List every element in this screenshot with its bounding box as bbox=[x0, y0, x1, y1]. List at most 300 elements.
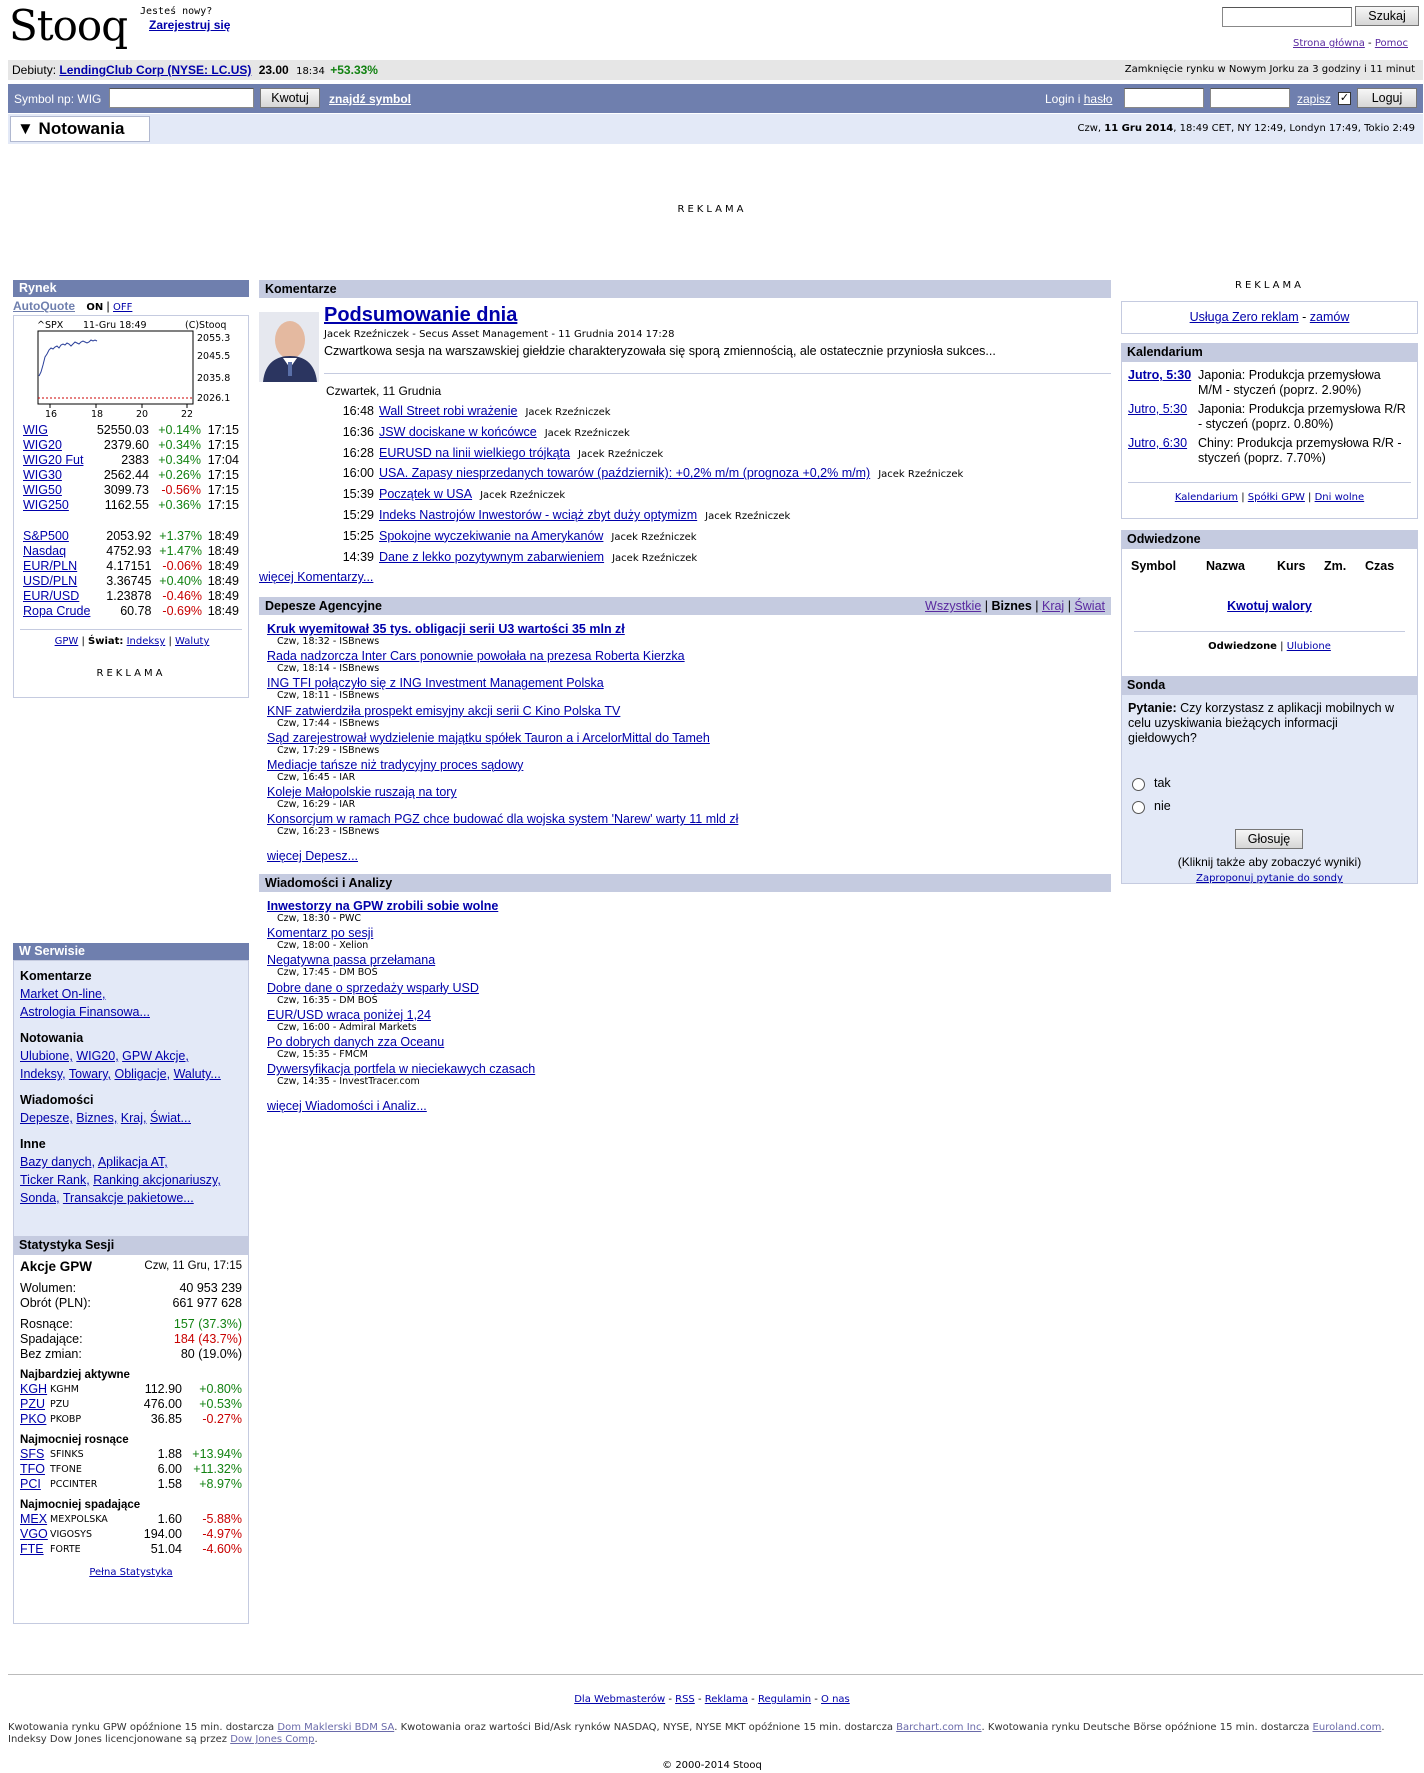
stat-value: 1.58 bbox=[157, 1477, 182, 1491]
news-link[interactable]: Negatywna passa przełamana bbox=[267, 953, 436, 968]
stat-group-title: Najmocniej rosnące bbox=[20, 1434, 129, 1446]
quote-symbol-link[interactable]: WIG250 bbox=[23, 498, 69, 512]
calendar-time-link[interactable]: Jutro, 5:30 bbox=[1128, 368, 1192, 382]
comment-link[interactable]: Spokojne wyczekiwanie na Amerykanów bbox=[379, 528, 604, 543]
news-meta: Czw, 18:14 - ISBnews bbox=[277, 663, 380, 675]
news-meta: Czw, 17:29 - ISBnews bbox=[277, 744, 380, 756]
service-link[interactable]: GPW Akcje, bbox=[122, 1049, 189, 1063]
calendar-time-link[interactable]: Jutro, 5:30 bbox=[1128, 402, 1188, 416]
stat-group-table bbox=[20, 1447, 242, 1492]
login-button[interactable]: Loguj bbox=[1357, 88, 1417, 108]
news-link[interactable]: ING TFI połączyło się z ING Investment Management Polska bbox=[267, 676, 604, 691]
find-symbol-link[interactable]: znajdź symbol bbox=[329, 92, 412, 106]
service-section-head: Inne bbox=[20, 1137, 46, 1151]
comment-time: 16:48 bbox=[342, 404, 374, 418]
stat-symbol-link[interactable]: PCI bbox=[20, 1477, 41, 1491]
comment-link[interactable]: Wall Street robi wrażenie bbox=[379, 404, 518, 418]
news-link[interactable]: EUR/USD wraca poniżej 1,24 bbox=[267, 1007, 431, 1022]
news-link[interactable]: Inwestorzy na GPW zrobili sobie wolne bbox=[267, 899, 499, 913]
wserwisie-body bbox=[13, 960, 249, 1239]
quote-row bbox=[23, 589, 239, 604]
ad-left: REKLAMA bbox=[96, 668, 166, 679]
news-meta: Czw, 14:35 - InvestTracer.com bbox=[277, 1076, 420, 1088]
stat-symbol-link[interactable]: TFO bbox=[20, 1462, 45, 1476]
stat-body bbox=[13, 1254, 249, 1624]
chart-y-tick: 2026.1 bbox=[197, 393, 231, 404]
notowania-bar bbox=[8, 114, 1423, 144]
login-label: Login i bbox=[1045, 92, 1081, 106]
service-link[interactable]: Kraj, bbox=[120, 1111, 147, 1125]
quote-symbol-link[interactable]: WIG50 bbox=[23, 483, 62, 497]
news-meta: Czw, 16:00 - Admiral Markets bbox=[277, 1021, 417, 1033]
service-link[interactable]: Świat... bbox=[149, 1111, 191, 1125]
comment-time: 15:25 bbox=[342, 528, 374, 543]
quote-time: 18:49 bbox=[207, 589, 239, 603]
news-meta: Czw, 16:29 - IAR bbox=[277, 799, 356, 811]
news-item bbox=[267, 981, 535, 1008]
more-wiadomosci-link[interactable]: więcej Wiadomości i Analiz... bbox=[267, 1099, 427, 1113]
market-close-info: Zamknięcie rynku w Nowym Jorku za 3 godziny i 11 minut bbox=[1124, 64, 1415, 75]
quote-time: 17:15 bbox=[207, 438, 239, 452]
zero-ads-box: Usługa Zero reklam - zamów bbox=[1121, 301, 1418, 334]
stat-symbol-link[interactable]: MEX bbox=[20, 1512, 48, 1526]
news-link[interactable]: KNF zatwierdziła prospekt emisyjny akcji serii C Kino Polska TV bbox=[267, 703, 621, 718]
news-item bbox=[267, 649, 738, 676]
quote-value: 4752.93 bbox=[106, 544, 152, 558]
quote-time: 18:49 bbox=[207, 559, 239, 573]
odwiedzone-title: Odwiedzone bbox=[1121, 530, 1418, 548]
stat-panel bbox=[13, 1236, 249, 1624]
notowania-menu[interactable]: ▼ Notowania bbox=[10, 116, 150, 142]
news-link[interactable]: Sąd zarejestrował wydzielenie majątku spółek Tauron a i ArcelorMittal do Tameh bbox=[267, 730, 710, 745]
quote-symbol-link[interactable]: WIG30 bbox=[23, 468, 62, 482]
indices-link[interactable]: Indeksy bbox=[126, 636, 166, 647]
radio-tak[interactable] bbox=[1132, 778, 1145, 791]
quote-value: 2053.92 bbox=[106, 529, 152, 543]
news-link[interactable]: Mediacje tańsze niż tradycyjny proces sądowy bbox=[267, 757, 524, 772]
sonda-panel bbox=[1121, 676, 1418, 884]
service-link[interactable]: Market On-line, bbox=[20, 987, 106, 1001]
quote-change: +0.40% bbox=[159, 574, 203, 588]
bdm-link[interactable]: Dom Maklerski BDM SA bbox=[277, 1722, 395, 1733]
quote-value: 60.78 bbox=[120, 604, 152, 618]
service-line bbox=[20, 1047, 242, 1065]
service-line bbox=[20, 1153, 242, 1171]
login-input[interactable] bbox=[1124, 88, 1204, 108]
tab-kraj[interactable]: Kraj bbox=[1041, 599, 1065, 613]
footer-disclaimer: Kwotowania rynku GPW opóźnione 15 min. dostarcza Dom Maklerski BDM SA. Kwotowania oraz wartości Bid/Ask rynków NASDAQ, NYSE, NYSE MKT opóźnione 15 min. dostarcza Barchart.com Inc. Kwotowania rynku Deutsche Börse opóźnione 15 min. dostarcza Euroland.com. Indeksy Dow Jones licencjonowane są przez Dow Jones Comp. bbox=[8, 1722, 1385, 1745]
chart-x-tick: 20 bbox=[136, 409, 149, 418]
ticker-change: +53.33% bbox=[330, 63, 378, 77]
copyright: © 2000-2014 Stooq bbox=[662, 1760, 762, 1771]
stat-change: -5.88% bbox=[202, 1512, 242, 1526]
rynek-links: GPW | Świat: Indeksy | Waluty bbox=[54, 636, 210, 647]
comment-time: 16:36 bbox=[342, 424, 374, 439]
komentarze-title: Komentarze bbox=[259, 280, 1111, 298]
quote-change: +0.26% bbox=[158, 468, 201, 482]
password-link[interactable]: hasło bbox=[1083, 92, 1113, 106]
stat-group-title: Najbardziej aktywne bbox=[20, 1369, 130, 1381]
stat-symbol-link[interactable]: SFS bbox=[20, 1447, 45, 1461]
quote-button[interactable]: Kwotuj bbox=[260, 88, 320, 108]
quote-symbol-link[interactable]: Nasdaq bbox=[23, 544, 67, 558]
service-link[interactable]: Ulubione, bbox=[20, 1049, 73, 1063]
spolki-gpw-link[interactable]: Spółki GPW bbox=[1247, 492, 1305, 503]
quote-value: 2383 bbox=[121, 453, 149, 467]
comment-link[interactable]: JSW dociskane w końcówce bbox=[379, 424, 537, 439]
quote-change: +1.37% bbox=[159, 529, 203, 543]
label-nie: nie bbox=[1154, 799, 1171, 813]
news-link[interactable]: Po dobrych danych zza Oceanu bbox=[267, 1034, 445, 1049]
more-komentarze-link[interactable]: więcej Komentarzy... bbox=[259, 570, 374, 584]
stat-value: 1.88 bbox=[157, 1447, 182, 1461]
footer-link[interactable]: Reklama bbox=[704, 1694, 748, 1705]
comment-author: Jacek Rzeźniczek bbox=[544, 427, 630, 439]
kalendarium-links: Kalendarium | Spółki GPW | Dni wolne bbox=[1174, 492, 1365, 503]
quote-symbol-link[interactable]: WIG20 Fut bbox=[23, 453, 84, 467]
news-meta: Czw, 16:23 - ISBnews bbox=[277, 826, 380, 838]
tab-ulubione[interactable]: Ulubione bbox=[1286, 641, 1331, 652]
service-section bbox=[20, 1091, 242, 1127]
quote-value: 2562.44 bbox=[103, 468, 149, 482]
news-link[interactable]: Komentarz po sesji bbox=[267, 926, 374, 941]
service-link[interactable]: Waluty... bbox=[173, 1067, 221, 1081]
quote-change: +1.47% bbox=[159, 544, 203, 558]
ticker-label: Debiuty: bbox=[12, 63, 57, 77]
service-link[interactable]: WIG20, bbox=[76, 1049, 119, 1063]
service-section bbox=[20, 967, 242, 1021]
autoquote-on[interactable]: ON bbox=[86, 302, 104, 313]
chart-y-tick: 2035.8 bbox=[197, 373, 231, 384]
quote-row bbox=[23, 574, 239, 589]
date-time-info: Czw, 11 Gru 2014, 18:49 CET, NY 12:49, Londyn 17:49, Tokio 2:49 bbox=[1077, 123, 1415, 134]
euroland-link[interactable]: Euroland.com bbox=[1312, 1722, 1382, 1733]
service-link[interactable]: Aplikacja AT, bbox=[97, 1155, 168, 1169]
gpw-link[interactable]: GPW bbox=[54, 636, 79, 647]
news-item bbox=[267, 731, 738, 758]
more-depesze-link[interactable]: więcej Depesz... bbox=[267, 849, 359, 863]
indices-table bbox=[23, 423, 239, 513]
footer-links: Dla Webmasterów - RSS - Reklama - Regulamin - O nas bbox=[574, 1694, 850, 1705]
logo[interactable] bbox=[9, 2, 127, 50]
stat-name: VIGOSYS bbox=[50, 1529, 93, 1540]
news-item bbox=[267, 1008, 535, 1035]
service-link[interactable]: Sonda, bbox=[20, 1191, 60, 1205]
odwiedzone-tabs: Odwiedzone | Ulubione bbox=[1208, 641, 1331, 652]
comment-time: 14:39 bbox=[342, 549, 374, 564]
news-meta: Czw, 18:30 - PWC bbox=[277, 913, 362, 924]
service-link[interactable]: Biznes, bbox=[76, 1111, 118, 1125]
quote-change: -0.56% bbox=[161, 483, 201, 497]
service-link[interactable]: Towary, bbox=[68, 1067, 112, 1081]
stat-symbol-link[interactable]: KGH bbox=[20, 1382, 48, 1396]
chart-x-tick: 18 bbox=[91, 409, 104, 418]
comment-author: Jacek Rzeźniczek bbox=[480, 490, 566, 502]
comment-time: 16:28 bbox=[342, 445, 374, 460]
stat-change: -0.27% bbox=[202, 1412, 242, 1426]
dni-wolne-link[interactable]: Dni wolne bbox=[1314, 492, 1365, 503]
zero-ads-link[interactable]: Usługa Zero reklam bbox=[1189, 310, 1299, 324]
comment-link[interactable]: EURUSD na linii wielkiego trójkąta bbox=[379, 445, 571, 460]
quote-change: +0.14% bbox=[158, 423, 201, 437]
quote-row bbox=[23, 468, 239, 483]
world-label: Świat: bbox=[88, 636, 124, 647]
autoquote-link[interactable]: AutoQuote bbox=[13, 299, 75, 313]
quote-symbol-link[interactable]: S&P500 bbox=[23, 529, 69, 543]
quote-change: +0.34% bbox=[158, 453, 201, 467]
quote-time: 17:15 bbox=[207, 468, 239, 482]
calendar-item bbox=[1128, 368, 1411, 398]
chart-symbol: ^SPX bbox=[37, 320, 64, 331]
new-user-question: Jesteś nowy? bbox=[140, 6, 213, 17]
comment-link[interactable]: Dane z lekko pozytywnym zabarwieniem bbox=[379, 549, 605, 564]
help-link[interactable]: Pomoc bbox=[1374, 38, 1408, 49]
comment-author: Jacek Rzeźniczek bbox=[878, 469, 964, 481]
news-item bbox=[267, 1035, 535, 1062]
password-input[interactable] bbox=[1210, 88, 1290, 108]
headline-lead: Czwartkowa sesja na warszawskiej giełdzie charakteryzowała się sporą zmiennością, ale ostatecznie przyniosła sukces... bbox=[324, 344, 996, 358]
comment-author: Jacek Rzeźniczek bbox=[578, 448, 664, 460]
stat-change: +0.80% bbox=[199, 1382, 242, 1396]
propose-question-link[interactable]: Zaproponuj pytanie do sondy bbox=[1196, 873, 1343, 884]
service-line bbox=[20, 1171, 242, 1189]
quote-time: 18:49 bbox=[207, 604, 239, 618]
comment-time: 15:39 bbox=[342, 487, 374, 502]
calendar-event: Japonia: Produkcja przemysłowa R/R - styczeń (poprz. 0.80%) bbox=[1198, 402, 1406, 431]
news-meta: Czw, 17:45 - DM BOŚ bbox=[277, 967, 378, 979]
stat-row bbox=[20, 1382, 242, 1397]
quote-symbol-link[interactable]: USD/PLN bbox=[23, 574, 78, 588]
spx-chart[interactable] bbox=[17, 318, 245, 418]
full-stats-link[interactable]: Pełna Statystyka bbox=[89, 1567, 173, 1578]
news-link[interactable]: Konsorcjum w ramach PGZ chce budować dla wojska system 'Narew' warty 11 mld zł bbox=[267, 812, 739, 827]
service-section-head: Notowania bbox=[20, 1031, 84, 1045]
ticker-company-link[interactable]: LendingClub Corp (NYSE: LC.US) bbox=[59, 63, 252, 77]
quote-value: 1.23878 bbox=[106, 589, 152, 603]
chart-x-tick: 22 bbox=[181, 409, 194, 418]
quote-value: 2379.60 bbox=[103, 438, 149, 452]
quote-time: 18:49 bbox=[207, 574, 239, 588]
stat-summary: Wolumen: 40 953 239 Obrót (PLN): 661 977 628 Rosnące: 157 (37.3%) Spadające: 184 (43.7%) Bez zmian: 80 (19.0%) bbox=[20, 1281, 242, 1361]
col-nazwa: Nazwa bbox=[1206, 559, 1245, 573]
depesze-list bbox=[267, 622, 738, 840]
depesze-panel bbox=[259, 597, 1111, 863]
service-line bbox=[20, 985, 242, 1003]
news-link[interactable]: Kruk wyemitował 35 tys. obligacji serii U3 wartości 35 mln zł bbox=[267, 622, 625, 636]
footer-link[interactable]: O nas bbox=[821, 1694, 850, 1705]
ad-right: REKLAMA bbox=[1235, 280, 1304, 291]
wserwisie-title: W Serwisie bbox=[13, 943, 249, 960]
symbol-label: Symbol np: WIG bbox=[14, 92, 102, 106]
service-section-head: Wiadomości bbox=[20, 1093, 94, 1107]
stat-symbol-link[interactable]: PZU bbox=[20, 1397, 45, 1411]
tab-odwiedzone[interactable]: Odwiedzone bbox=[1208, 641, 1277, 652]
comment-link[interactable]: Indeks Nastrojów Inwestorów - wciąż zbyt duży optymizm bbox=[379, 507, 698, 522]
service-line bbox=[20, 1189, 242, 1207]
comment-link[interactable]: USA. Zapasy niesprzedanych towarów (październik): +0,2% m/m (prognoza +0,2% m/m) bbox=[379, 466, 871, 481]
stat-row bbox=[20, 1527, 242, 1542]
quote-time: 17:15 bbox=[207, 423, 239, 437]
quote-row bbox=[23, 423, 239, 438]
quote-symbol-link[interactable]: WIG bbox=[23, 423, 48, 437]
dowjones-link[interactable]: Dow Jones Comp bbox=[230, 1734, 315, 1745]
stat-group-title: Najmocniej spadające bbox=[20, 1499, 141, 1511]
vote-note: (Kliknij także aby zobaczyć wyniki) bbox=[1177, 855, 1362, 869]
autoquote-off[interactable]: OFF bbox=[113, 302, 133, 313]
news-item bbox=[267, 622, 738, 649]
service-link[interactable]: Astrologia Finansowa... bbox=[20, 1005, 150, 1019]
stat-value: 36.85 bbox=[150, 1412, 182, 1426]
quote-row bbox=[23, 453, 239, 468]
sonda-body bbox=[1121, 694, 1418, 884]
service-line bbox=[20, 1109, 242, 1127]
comment-author: Jacek Rzeźniczek bbox=[705, 510, 791, 522]
tab-biznes[interactable]: Biznes bbox=[991, 599, 1032, 613]
stat-name: KGHM bbox=[50, 1384, 79, 1395]
quote-symbol-link[interactable]: EUR/USD bbox=[23, 589, 80, 603]
news-link[interactable]: Koleje Małopolskie ruszają na tory bbox=[267, 785, 457, 800]
stat-value: 1.60 bbox=[157, 1512, 182, 1526]
quote-row bbox=[23, 438, 239, 453]
news-item bbox=[267, 676, 738, 703]
service-link[interactable]: Obligacje, bbox=[114, 1067, 171, 1081]
home-link[interactable]: Strona główna bbox=[1293, 38, 1365, 49]
news-meta: Czw, 16:45 - IAR bbox=[277, 771, 356, 783]
service-link[interactable]: Bazy danych, bbox=[20, 1155, 96, 1169]
quote-stocks-link[interactable]: Kwotuj walory bbox=[1227, 599, 1312, 613]
calendar-item bbox=[1128, 436, 1411, 466]
chart-copyright: (C)Stooq bbox=[185, 320, 227, 331]
stat-date: Czw, 11 Gru, 17:15 bbox=[144, 1260, 242, 1272]
quote-time: 18:49 bbox=[207, 529, 239, 543]
news-link[interactable]: Rada nadzorcza Inter Cars ponownie powołała na prezesa Roberta Kierzka bbox=[267, 649, 685, 664]
news-item bbox=[267, 704, 738, 731]
stat-row bbox=[20, 1512, 242, 1527]
ad-banner-top: REKLAMA bbox=[677, 204, 747, 215]
wiadomosci-title: Wiadomości i Analizy bbox=[259, 874, 1111, 892]
currencies-link[interactable]: Waluty bbox=[175, 636, 210, 647]
service-link[interactable]: Transakcje pakietowe... bbox=[62, 1191, 194, 1205]
news-meta: Czw, 16:35 - DM BOŚ bbox=[277, 994, 378, 1006]
service-link[interactable]: Depesze, bbox=[20, 1111, 73, 1125]
stat-change: -4.60% bbox=[202, 1542, 242, 1556]
author-avatar[interactable] bbox=[259, 312, 319, 382]
kalendarium-title: Kalendarium bbox=[1121, 343, 1418, 361]
register-link[interactable]: Zarejestruj się bbox=[149, 18, 231, 32]
quote-symbol-link[interactable]: EUR/PLN bbox=[23, 559, 78, 573]
depesze-title: Depesze Agencyjne bbox=[265, 599, 382, 613]
stat-name: FORTE bbox=[50, 1544, 81, 1555]
barchart-link[interactable]: Barchart.com Inc bbox=[896, 1722, 982, 1733]
stat-row bbox=[20, 1412, 242, 1427]
quote-time: 17:15 bbox=[207, 483, 239, 497]
quote-symbol-link[interactable]: Ropa Crude bbox=[23, 604, 91, 618]
order-link[interactable]: zamów bbox=[1309, 310, 1350, 324]
quote-row bbox=[23, 483, 239, 498]
ticker-time: 18:34 bbox=[296, 66, 325, 77]
service-link[interactable]: Ranking akcjonariuszy, bbox=[93, 1173, 221, 1187]
col-symbol: Symbol bbox=[1131, 559, 1177, 573]
quote-time: 17:15 bbox=[207, 498, 239, 512]
service-link[interactable]: Indeksy, bbox=[20, 1067, 66, 1081]
calendar-time-link[interactable]: Jutro, 6:30 bbox=[1128, 436, 1188, 450]
stat-value: 112.90 bbox=[144, 1382, 182, 1396]
radio-nie[interactable] bbox=[1132, 801, 1145, 814]
search-button[interactable]: Szukaj bbox=[1355, 6, 1419, 26]
wiadomosci-list bbox=[267, 899, 535, 1089]
ticker-price: 23.00 bbox=[258, 63, 289, 77]
divider bbox=[20, 629, 242, 630]
comment-author: Jacek Rzeźniczek bbox=[525, 407, 611, 418]
stat-symbol-link[interactable]: FTE bbox=[20, 1542, 44, 1556]
stat-row bbox=[20, 1462, 242, 1477]
stat-name: MEXPOLSKA bbox=[50, 1514, 108, 1525]
footer-divider bbox=[8, 1674, 1423, 1675]
comment-link[interactable]: Początek w USA bbox=[379, 487, 473, 502]
stat-value: 194.00 bbox=[143, 1527, 182, 1541]
remember-link[interactable]: zapisz bbox=[1297, 92, 1332, 106]
comment-item bbox=[339, 527, 963, 548]
news-meta: Czw, 18:32 - ISBnews bbox=[277, 636, 380, 647]
headline-link[interactable]: Podsumowanie dnia bbox=[324, 304, 518, 326]
tab-swiat[interactable]: Świat bbox=[1074, 599, 1105, 613]
komentarze-day: Czwartek, 11 Grudnia bbox=[326, 384, 442, 398]
stat-value: 476.00 bbox=[143, 1397, 182, 1411]
chart-x-tick: 16 bbox=[45, 409, 58, 418]
comment-item bbox=[339, 444, 963, 465]
quote-time: 18:49 bbox=[207, 544, 239, 558]
stat-row bbox=[20, 1477, 242, 1492]
news-link[interactable]: Dobre dane o sprzedaży wsparły USD bbox=[267, 980, 479, 995]
kalendarium-body bbox=[1121, 361, 1418, 519]
service-link[interactable]: Ticker Rank, bbox=[20, 1173, 90, 1187]
news-meta: Czw, 15:35 - FMCM bbox=[277, 1048, 368, 1060]
quote-value: 52550.03 bbox=[96, 423, 149, 437]
search-input[interactable] bbox=[1222, 7, 1352, 27]
symbol-input[interactable] bbox=[109, 88, 254, 108]
remember-checkbox[interactable]: ✓ bbox=[1339, 92, 1350, 104]
quote-change: -0.06% bbox=[162, 559, 203, 573]
odwiedzone-body bbox=[1121, 548, 1418, 682]
divider bbox=[1128, 482, 1411, 483]
stat-akcje: Akcje GPW bbox=[20, 1259, 93, 1274]
footer-link[interactable]: Regulamin bbox=[757, 1694, 812, 1705]
col-zm: Zm. bbox=[1324, 559, 1347, 573]
comment-author: Jacek Rzeźniczek bbox=[612, 552, 698, 564]
stat-group-table bbox=[20, 1512, 242, 1557]
news-item bbox=[267, 812, 738, 839]
stat-change: -4.97% bbox=[202, 1527, 242, 1541]
stat-name: PZU bbox=[50, 1399, 70, 1410]
news-meta: Czw, 17:44 - ISBnews bbox=[277, 717, 380, 729]
kalendarium-link[interactable]: Kalendarium bbox=[1174, 492, 1239, 503]
vote-button[interactable]: Głosuję bbox=[1235, 829, 1303, 849]
stat-name: TFONE bbox=[50, 1464, 82, 1475]
footer-link[interactable]: RSS bbox=[675, 1694, 695, 1705]
quote-change: +0.34% bbox=[158, 438, 201, 452]
quote-symbol-link[interactable]: WIG20 bbox=[23, 438, 62, 452]
stat-symbol-link[interactable]: VGO bbox=[20, 1527, 48, 1541]
stat-row bbox=[20, 1542, 242, 1557]
stat-groups bbox=[20, 1368, 242, 1557]
tab-wszystkie[interactable]: Wszystkie bbox=[925, 599, 982, 613]
news-link[interactable]: Dywersyfikacja portfela w nieciekawych czasach bbox=[267, 1062, 536, 1077]
stat-symbol-link[interactable]: PKO bbox=[20, 1412, 47, 1426]
logo-text: Stooq bbox=[9, 1, 128, 50]
news-item bbox=[267, 758, 738, 785]
footer-link[interactable]: Dla Webmasterów bbox=[574, 1694, 666, 1705]
service-line bbox=[20, 1065, 242, 1083]
